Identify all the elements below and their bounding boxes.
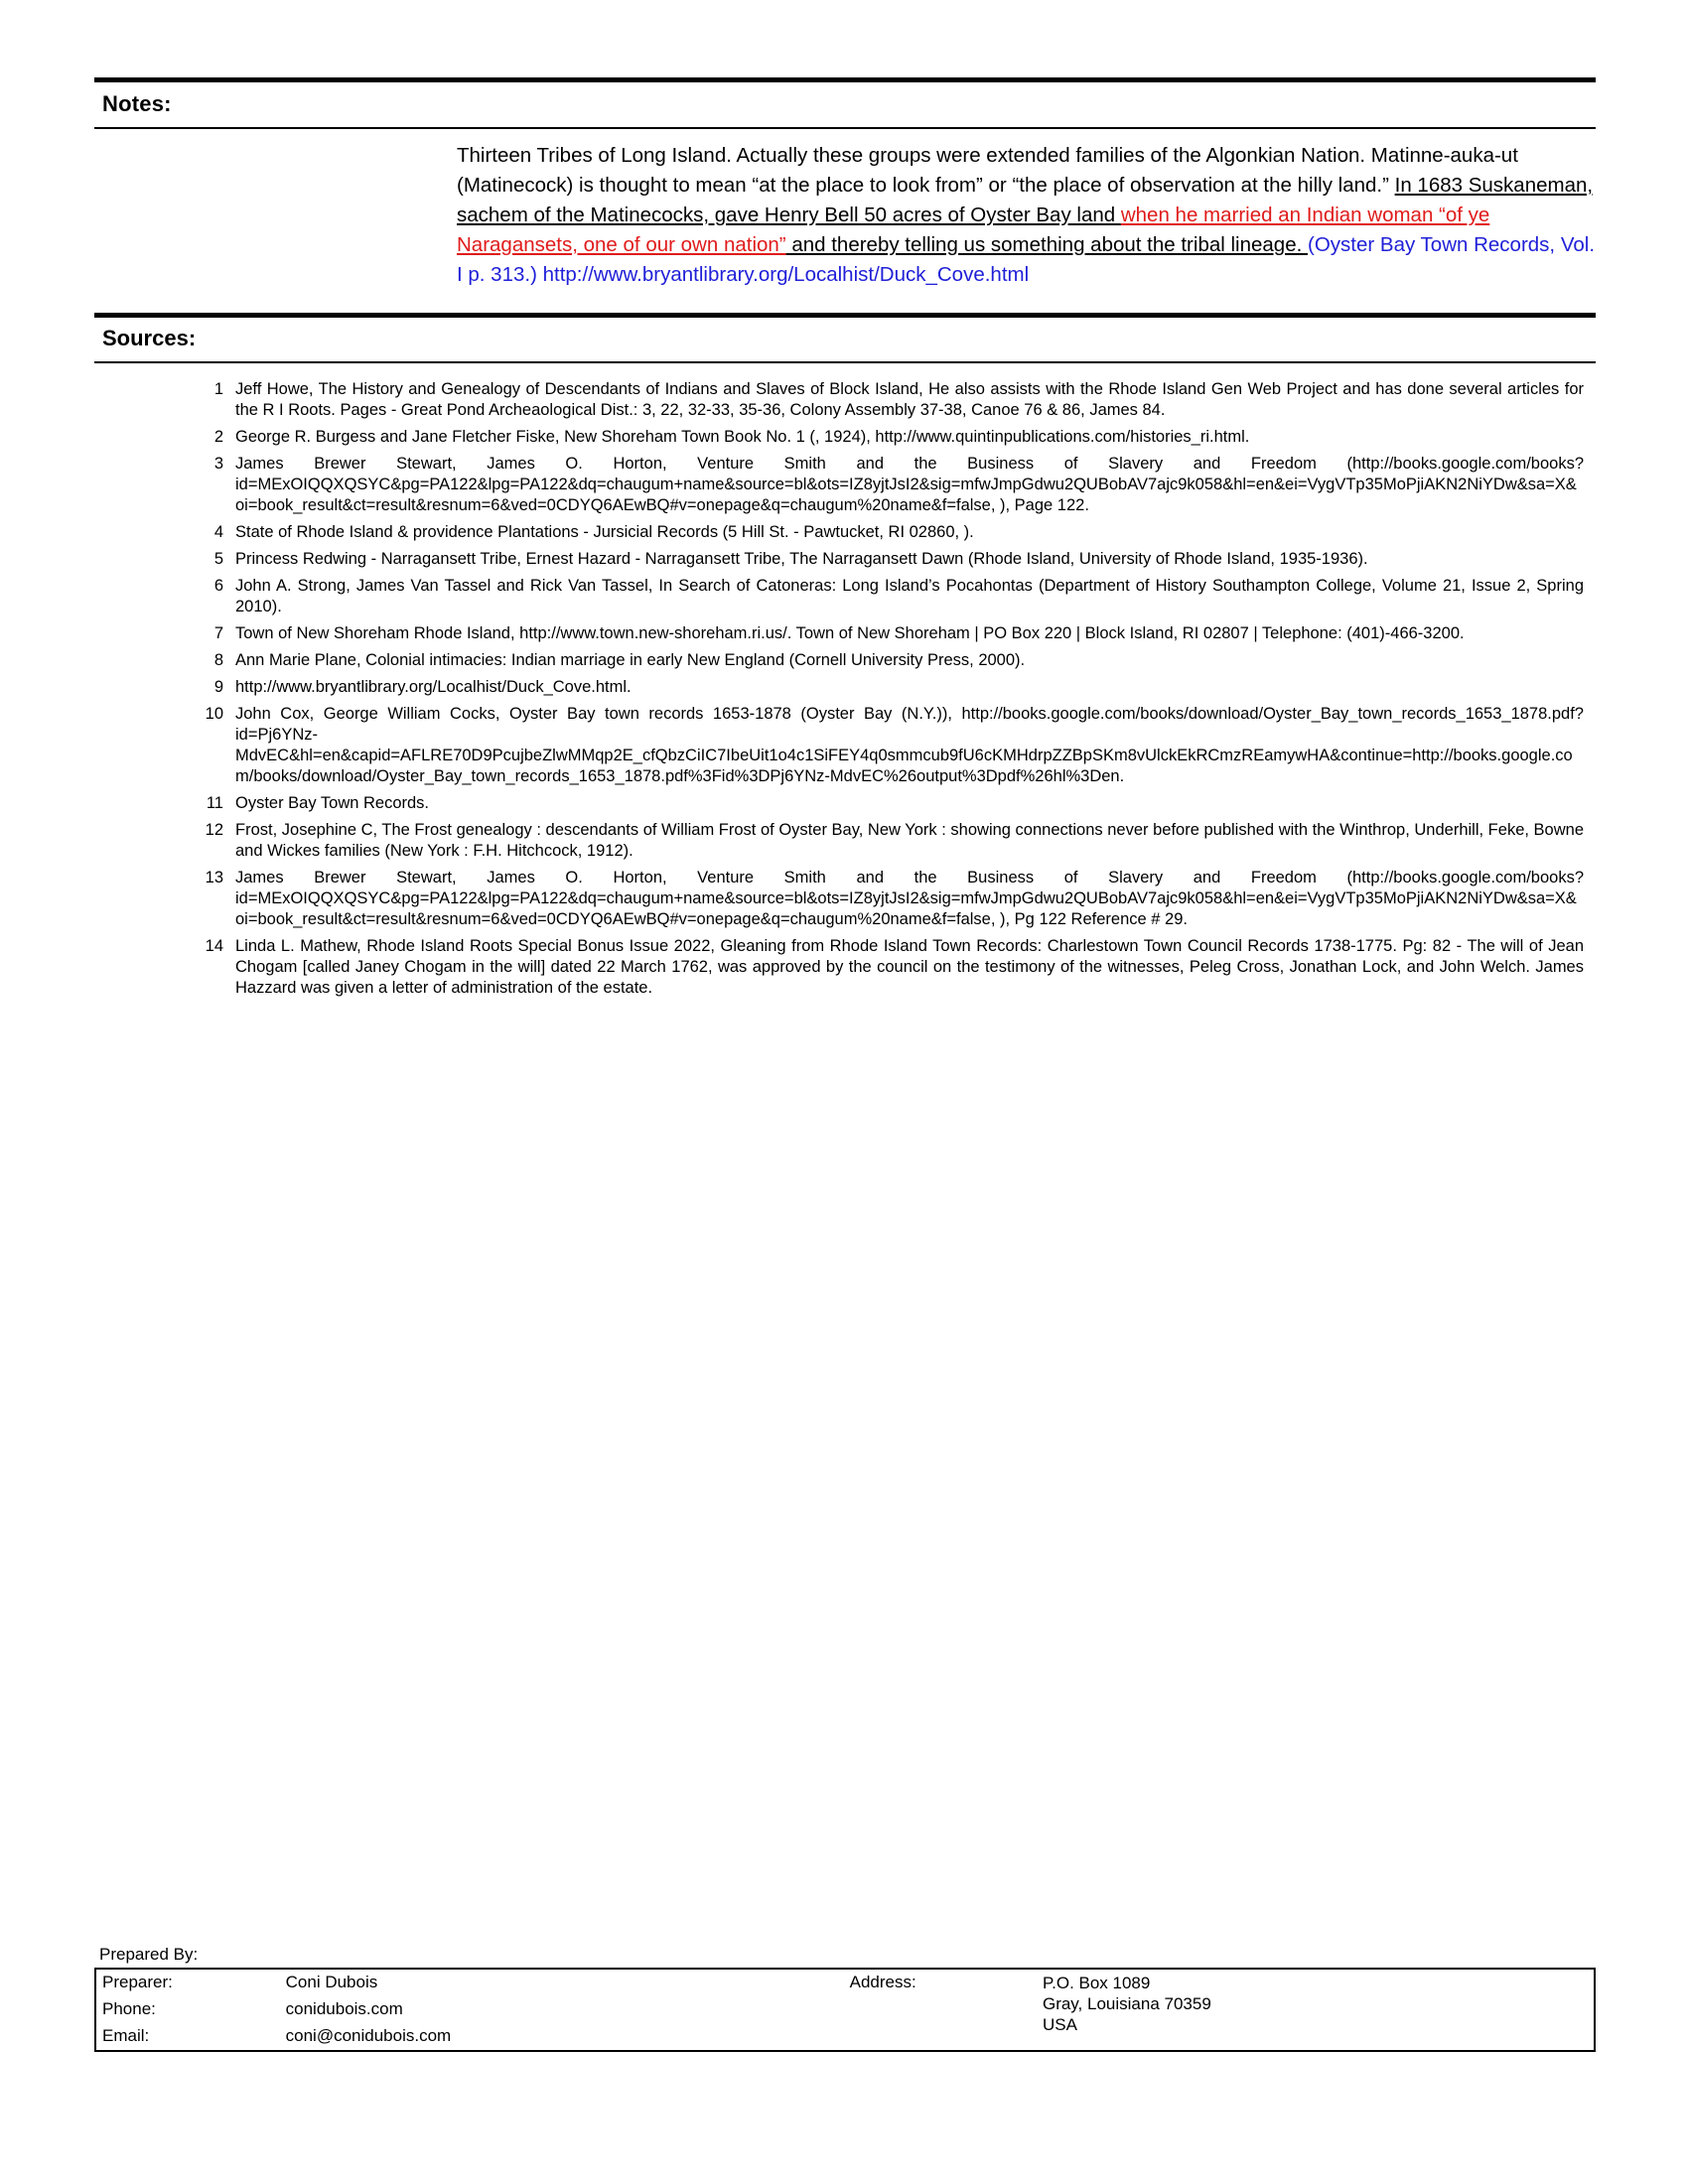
sources-top-rule bbox=[94, 313, 1596, 318]
sources-list bbox=[94, 379, 1604, 1005]
email-value: coni@conidubois.com bbox=[285, 2026, 452, 2045]
list-item bbox=[94, 704, 1604, 787]
list-item bbox=[94, 650, 1604, 671]
source-text: Jeff Howe, The History and Genealogy of Descendants of Indians and Slaves of Block Island, He also assists with the Rhode Island Gen Web Project and has done several articles for the R I Roots. Pages - Great Pond Archeaological Dist.: 3, 22, 32-33, 35-36, Colony Assembly 37-38, Canoe 76 & 86, James 84. bbox=[235, 380, 1584, 419]
source-text: Princess Redwing - Narragansett Tribe, Ernest Hazard - Narragansett Tribe, The Narragansett Dawn (Rhode Island, University of Rhode Island, 1935-1936). bbox=[235, 550, 1368, 568]
source-text: Town of New Shoreham Rhode Island, http://www.town.new-shoreham.ri.us/. Town of New Shoreham | PO Box 220 | Block Island, RI 02807 | Telephone: (401)-466-3200. bbox=[235, 624, 1465, 642]
address-line-1: P.O. Box 1089 bbox=[1042, 1974, 1151, 1992]
source-number: 14 bbox=[205, 937, 223, 955]
list-item bbox=[94, 820, 1604, 862]
list-item bbox=[94, 936, 1604, 999]
list-item bbox=[94, 379, 1604, 421]
preparer-value: Coni Dubois bbox=[285, 1973, 378, 1991]
notes-divider-rule bbox=[94, 127, 1596, 129]
source-text: John A. Strong, James Van Tassel and Rick Van Tassel, In Search of Catoneras: Long Island’s Pocahontas (Department of History Southampton College, Volume 21, Issue 2, Spring 2010). bbox=[235, 577, 1584, 615]
source-text: State of Rhode Island & providence Plantations - Jursicial Records (5 Hill St. - Pawtucket, RI 02860, ). bbox=[235, 523, 974, 541]
address-line-2: Gray, Louisiana 70359 bbox=[1042, 1994, 1211, 2013]
spacer-cell bbox=[844, 1996, 1037, 2023]
source-text: John Cox, George William Cocks, Oyster Bay town records 1653-1878 (Oyster Bay (N.Y.)), http://books.google.com/books/download/Oyster_Bay_town_records_1653_1878.pdf?id=Pj6YNz-MdvEC&hl=en&capid=AFLRE70D9PcujbeZlwMMqp2E_cfQbzCiIC7IbeUit1o4c1SiFEY4q0smmcub9fU6cKMHdrpZZBpSKm8vUlckEkRCmzREamywHA&continue=http://books.google.com/books/download/Oyster_Bay_town_records_1653_1878.pdf%3Fid%3DPj6YNz-MdvEC%26output%3Dpdf%26hl%3Den. bbox=[235, 705, 1584, 785]
source-number: 12 bbox=[205, 821, 223, 839]
list-item bbox=[94, 549, 1604, 570]
source-text: Ann Marie Plane, Colonial intimacies: Indian marriage in early New England (Cornell University Press, 2000). bbox=[235, 651, 1026, 669]
prepared-by-label: Prepared By: bbox=[99, 1945, 199, 1964]
source-number: 9 bbox=[213, 678, 223, 696]
email-label: Email: bbox=[102, 2026, 150, 2045]
source-number: 10 bbox=[205, 705, 223, 723]
list-item bbox=[94, 454, 1604, 516]
address-label: Address: bbox=[849, 1973, 916, 1991]
list-item bbox=[94, 576, 1604, 617]
notes-heading: Notes: bbox=[102, 91, 172, 116]
sources-divider-rule bbox=[94, 361, 1596, 363]
prepared-by-block bbox=[94, 1943, 1596, 2052]
list-item bbox=[94, 793, 1604, 814]
address-value bbox=[1037, 1969, 1595, 2051]
source-text: http://www.bryantlibrary.org/Localhist/Duck_Cove.html. bbox=[235, 678, 632, 696]
source-text: Linda L. Mathew, Rhode Island Roots Special Bonus Issue 2022, Gleaning from Rhode Island Town Records: Charlestown Town Council Records 1738-1775. Pg: 82 - The will of Jean Chogam [called Janey Chogam in the will] dated 22 March 1762, was approved by the council on the testimony of the witnesses, Peleg Cross, Jonathan Lock, and John Welch. James Hazzard was given a letter of administration of the estate. bbox=[235, 937, 1584, 997]
notes-paragraph bbox=[457, 141, 1597, 290]
list-item bbox=[94, 623, 1604, 644]
phone-value: conidubois.com bbox=[285, 1999, 403, 2018]
address-line-3: USA bbox=[1042, 2015, 1077, 2034]
preparer-table bbox=[94, 1968, 1596, 2052]
list-item bbox=[94, 677, 1604, 698]
notes-top-rule bbox=[94, 77, 1596, 82]
source-number: 8 bbox=[213, 651, 223, 669]
source-number: 4 bbox=[213, 523, 223, 541]
list-item bbox=[94, 868, 1604, 930]
source-text: Oyster Bay Town Records. bbox=[235, 794, 430, 812]
source-text: James Brewer Stewart, James O. Horton, Venture Smith and the Business of Slavery and Freedom (http://books.google.com/books?id=MExOIQQXQSYC&pg=PA122&lpg=PA122&dq=chaugum+name&source=bl&ots=IZ8yjtJsI2&sig=mfwJmpGdwu2QUBobAV7ajc9k058&hl=en&ei=VygVTp35MoPjiAKN2NiYDw&sa=X&oi=book_result&ct=result&resnum=6&ved=0CDYQ6AEwBQ#v=onepage&q=chaugum%20name&f=false, ), Page 122. bbox=[235, 455, 1584, 514]
source-number: 13 bbox=[205, 869, 223, 887]
source-text: James Brewer Stewart, James O. Horton, Venture Smith and the Business of Slavery and Freedom (http://books.google.com/books?id=MExOIQQXQSYC&pg=PA122&lpg=PA122&dq=chaugum+name&source=bl&ots=IZ8yjtJsI2&sig=mfwJmpGdwu2QUBobAV7ajc9k058&hl=en&ei=VygVTp35MoPjiAKN2NiYDw&sa=X&oi=book_result&ct=result&resnum=6&ved=0CDYQ6AEwBQ#v=onepage&q=chaugum%20name&f=false, ), Pg 122 Reference # 29. bbox=[235, 869, 1584, 928]
source-number: 3 bbox=[213, 455, 223, 473]
preparer-label: Preparer: bbox=[102, 1973, 173, 1991]
notes-citation: (Oyster Bay Town Records, Vol. I p. 313.) bbox=[457, 233, 1596, 286]
spacer-cell bbox=[844, 2023, 1037, 2051]
notes-text-underlined-2: and thereby telling us something about the tribal lineage. bbox=[785, 233, 1308, 256]
notes-text-underlined-1: In 1683 Suskaneman, sachem of the Matinecocks, gave Henry Bell 50 acres of Oyster Bay land bbox=[457, 174, 1594, 226]
source-text: Frost, Josephine C, The Frost genealogy : descendants of William Frost of Oyster Bay, New York : showing connections never before published with the Winthrop, Underhill, Feke, Bowne and Wickes families (New York : F.H. Hitchcock, 1912). bbox=[235, 821, 1584, 860]
notes-text-underlined-red: when he married an Indian woman “of ye Naragansets, one of our own nation” bbox=[457, 204, 1490, 256]
notes-source-link[interactable]: http://www.bryantlibrary.org/Localhist/Duck_Cove.html bbox=[536, 263, 1030, 286]
list-item bbox=[94, 522, 1604, 543]
source-number: 2 bbox=[213, 428, 223, 446]
list-item bbox=[94, 427, 1604, 448]
source-number: 6 bbox=[213, 577, 223, 595]
source-number: 5 bbox=[213, 550, 223, 568]
sources-heading: Sources: bbox=[102, 326, 197, 350]
source-number: 1 bbox=[213, 380, 223, 398]
phone-label: Phone: bbox=[102, 1999, 156, 2018]
table-row bbox=[95, 1969, 1595, 1996]
notes-text-plain: Thirteen Tribes of Long Island. Actually these groups were extended families of the Algonkian Nation. Matinne-auka-ut (Matinecock) is thought to mean “at the place to look from” or “the place of observation at the hilly land.” bbox=[457, 144, 1518, 197]
source-number: 7 bbox=[213, 624, 223, 642]
source-number: 11 bbox=[206, 794, 223, 812]
source-text: George R. Burgess and Jane Fletcher Fiske, New Shoreham Town Book No. 1 (, 1924), http://www.quintinpublications.com/histories_ri.html. bbox=[235, 428, 1250, 446]
